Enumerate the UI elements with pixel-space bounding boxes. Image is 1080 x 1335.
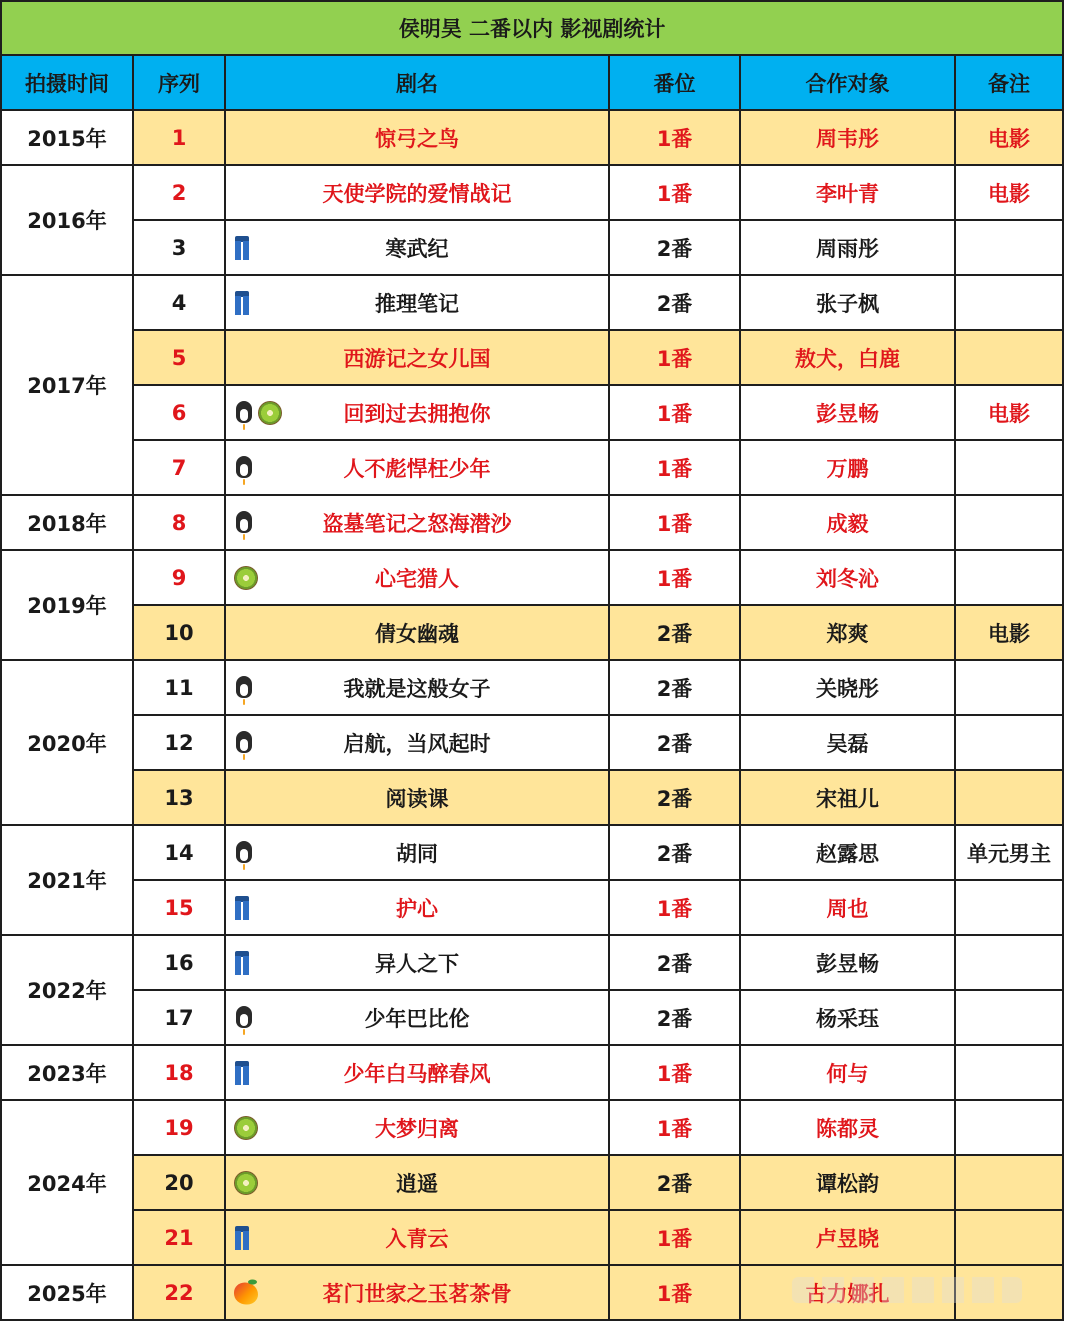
table-row: [1, 825, 1063, 880]
table-title: 侯明昊 二番以内 影视剧统计: [1, 1, 1063, 55]
seq-cell: 10: [133, 605, 225, 660]
title-cell: [225, 1045, 609, 1100]
partner-cell: 关晓彤: [740, 660, 955, 715]
platform-icons: [234, 236, 250, 260]
seq-cell: 7: [133, 440, 225, 495]
note-cell: [955, 495, 1063, 550]
title-cell-content: [226, 881, 608, 934]
header-partner: 合作对象: [740, 55, 955, 110]
jeans-icon: [234, 236, 250, 260]
year-cell: 2020年: [1, 660, 133, 825]
title-cell-content: [226, 496, 608, 549]
seq-cell: 22: [133, 1265, 225, 1320]
partner-cell: 周雨彤: [740, 220, 955, 275]
title-cell-content: [226, 111, 608, 164]
drama-title: 启航，当风起时: [343, 731, 491, 756]
partner-cell: 万鹏: [740, 440, 955, 495]
title-cell-content: [226, 606, 608, 659]
note-cell: [955, 770, 1063, 825]
title-cell-content: [226, 936, 608, 989]
table-row: [1, 165, 1063, 220]
platform-icons: [234, 1281, 258, 1304]
rank-cell: 1番: [609, 495, 740, 550]
partner-cell: 杨采珏: [740, 990, 955, 1045]
kiwi-icon: [234, 1116, 258, 1140]
drama-title: 回到过去拥抱你: [343, 401, 491, 426]
year-cell: 2018年: [1, 495, 133, 550]
title-cell-content: [226, 771, 608, 824]
title-cell-content: [226, 1211, 608, 1264]
year-cell: 2019年: [1, 550, 133, 660]
title-cell-content: [226, 1156, 608, 1209]
title-cell: [225, 275, 609, 330]
jeans-icon: [234, 291, 250, 315]
title-cell-content: [226, 826, 608, 879]
note-cell: [955, 440, 1063, 495]
table-row: [1, 1155, 1063, 1210]
rank-cell: 2番: [609, 660, 740, 715]
drama-title: 茗门世家之玉茗茶骨: [322, 1281, 512, 1306]
jeans-icon: [234, 896, 250, 920]
drama-title: 护心: [396, 896, 438, 921]
rank-cell: 1番: [609, 385, 740, 440]
partner-cell: 吴磊: [740, 715, 955, 770]
title-row: [1, 1, 1063, 55]
rank-cell: 1番: [609, 330, 740, 385]
penguin-icon: [234, 676, 254, 700]
penguin-icon: [234, 1006, 254, 1030]
note-cell: 电影: [955, 165, 1063, 220]
title-cell-content: [226, 991, 608, 1044]
penguin-icon: [234, 456, 254, 480]
rank-cell: 1番: [609, 1045, 740, 1100]
drama-title: 寒武纪: [385, 236, 449, 261]
platform-icons: [234, 1226, 250, 1250]
kiwi-icon: [234, 1171, 258, 1195]
header-row: [1, 55, 1063, 110]
title-cell-content: [226, 221, 608, 274]
note-cell: [955, 990, 1063, 1045]
drama-title: 惊弓之鸟: [375, 126, 459, 151]
partner-cell: 敖犬，白鹿: [740, 330, 955, 385]
note-cell: [955, 275, 1063, 330]
partner-cell: 古力娜扎: [740, 1265, 955, 1320]
table-row: [1, 770, 1063, 825]
penguin-icon: [234, 401, 254, 425]
note-cell: [955, 1045, 1063, 1100]
partner-cell: 刘冬沁: [740, 550, 955, 605]
table-row: [1, 880, 1063, 935]
drama-title: 心宅猎人: [375, 566, 459, 591]
seq-cell: 15: [133, 880, 225, 935]
seq-cell: 13: [133, 770, 225, 825]
partner-cell: 陈都灵: [740, 1100, 955, 1155]
title-cell: [225, 220, 609, 275]
jeans-icon: [234, 951, 250, 975]
note-cell: 电影: [955, 110, 1063, 165]
title-cell-content: [226, 1266, 608, 1319]
title-cell: [225, 990, 609, 1045]
drama-title: 推理笔记: [375, 291, 459, 316]
drama-title: 少年白马醉春风: [343, 1061, 491, 1086]
drama-title: 入青云: [385, 1226, 449, 1251]
header-note: 备注: [955, 55, 1063, 110]
note-cell: [955, 1210, 1063, 1265]
note-cell: 单元男主: [955, 825, 1063, 880]
partner-cell: 卢昱晓: [740, 1210, 955, 1265]
partner-cell: 成毅: [740, 495, 955, 550]
platform-icons: [234, 566, 258, 590]
title-cell-content: [226, 276, 608, 329]
drama-title: 人不彪悍枉少年: [343, 456, 491, 481]
seq-cell: 11: [133, 660, 225, 715]
drama-title: 异人之下: [375, 951, 459, 976]
drama-title: 阅读课: [385, 786, 449, 811]
title-cell-content: [226, 551, 608, 604]
note-cell: [955, 660, 1063, 715]
partner-cell: 郑爽: [740, 605, 955, 660]
year-cell: 2024年: [1, 1100, 133, 1265]
seq-cell: 14: [133, 825, 225, 880]
title-cell-content: [226, 1046, 608, 1099]
seq-cell: 16: [133, 935, 225, 990]
title-cell-content: [226, 331, 608, 384]
partner-cell: 李叶青: [740, 165, 955, 220]
table-row: [1, 495, 1063, 550]
title-cell: [225, 385, 609, 440]
partner-cell: 彭昱畅: [740, 935, 955, 990]
rank-cell: 2番: [609, 275, 740, 330]
rank-cell: 1番: [609, 1265, 740, 1320]
table-row: [1, 550, 1063, 605]
table-row: [1, 990, 1063, 1045]
note-cell: [955, 935, 1063, 990]
title-cell-content: [226, 166, 608, 219]
header-name: 剧名: [225, 55, 609, 110]
note-cell: [955, 220, 1063, 275]
title-cell: [225, 165, 609, 220]
title-cell: [225, 715, 609, 770]
platform-icons: [234, 951, 250, 975]
title-cell: [225, 660, 609, 715]
rank-cell: 2番: [609, 605, 740, 660]
table-row: [1, 1045, 1063, 1100]
seq-cell: 4: [133, 275, 225, 330]
platform-icons: [234, 676, 254, 700]
penguin-icon: [234, 511, 254, 535]
platform-icons: [234, 1061, 250, 1085]
note-cell: [955, 330, 1063, 385]
title-cell: [225, 330, 609, 385]
title-cell-content: [226, 716, 608, 769]
title-cell: [225, 770, 609, 825]
platform-icons: [234, 401, 282, 425]
year-cell: 2025年: [1, 1265, 133, 1320]
title-cell: [225, 880, 609, 935]
header-seq: 序列: [133, 55, 225, 110]
table-row: [1, 605, 1063, 660]
rank-cell: 1番: [609, 165, 740, 220]
note-cell: [955, 1155, 1063, 1210]
table-row: [1, 1210, 1063, 1265]
title-cell-content: [226, 661, 608, 714]
jeans-icon: [234, 1226, 250, 1250]
jeans-icon: [234, 1061, 250, 1085]
seq-cell: 5: [133, 330, 225, 385]
title-cell: [225, 495, 609, 550]
table-row: [1, 110, 1063, 165]
drama-title: 逍遥: [396, 1171, 438, 1196]
title-cell: [225, 825, 609, 880]
table-row: [1, 220, 1063, 275]
drama-title: 胡同: [396, 841, 438, 866]
seq-cell: 19: [133, 1100, 225, 1155]
platform-icons: [234, 1116, 258, 1140]
partner-cell: 宋祖儿: [740, 770, 955, 825]
kiwi-icon: [234, 566, 258, 590]
title-cell: [225, 1155, 609, 1210]
table-row: [1, 275, 1063, 330]
seq-cell: 6: [133, 385, 225, 440]
seq-cell: 3: [133, 220, 225, 275]
table-row: [1, 440, 1063, 495]
rank-cell: 2番: [609, 990, 740, 1045]
title-cell: [225, 1100, 609, 1155]
note-cell: [955, 550, 1063, 605]
platform-icons: [234, 511, 254, 535]
title-cell-content: [226, 386, 608, 439]
title-cell: [225, 1210, 609, 1265]
seq-cell: 17: [133, 990, 225, 1045]
platform-icons: [234, 841, 254, 865]
table-row: [1, 385, 1063, 440]
platform-icons: [234, 1171, 258, 1195]
rank-cell: 1番: [609, 1100, 740, 1155]
seq-cell: 18: [133, 1045, 225, 1100]
kiwi-icon: [258, 401, 282, 425]
title-cell: [225, 1265, 609, 1320]
partner-cell: 周韦彤: [740, 110, 955, 165]
partner-cell: 赵露思: [740, 825, 955, 880]
rank-cell: 1番: [609, 440, 740, 495]
title-cell: [225, 605, 609, 660]
platform-icons: [234, 896, 250, 920]
penguin-icon: [234, 841, 254, 865]
title-cell-content: [226, 441, 608, 494]
year-cell: 2023年: [1, 1045, 133, 1100]
rank-cell: 2番: [609, 770, 740, 825]
header-year: 拍摄时间: [1, 55, 133, 110]
rank-cell: 2番: [609, 715, 740, 770]
year-cell: 2022年: [1, 935, 133, 1045]
drama-title: 西游记之女儿国: [343, 346, 491, 371]
table-row: [1, 660, 1063, 715]
title-cell: [225, 110, 609, 165]
year-cell: 2015年: [1, 110, 133, 165]
partner-cell: 周也: [740, 880, 955, 935]
note-cell: [955, 1100, 1063, 1155]
table-row: [1, 715, 1063, 770]
rank-cell: 1番: [609, 1210, 740, 1265]
penguin-icon: [234, 731, 254, 755]
drama-title: 少年巴比伦: [364, 1006, 470, 1031]
partner-cell: 彭昱畅: [740, 385, 955, 440]
header-rank: 番位: [609, 55, 740, 110]
rank-cell: 2番: [609, 935, 740, 990]
platform-icons: [234, 731, 254, 755]
note-cell: 电影: [955, 605, 1063, 660]
title-cell: [225, 440, 609, 495]
title-cell: [225, 550, 609, 605]
platform-icons: [234, 1006, 254, 1030]
drama-title: 倩女幽魂: [375, 621, 459, 646]
partner-cell: 何与: [740, 1045, 955, 1100]
rank-cell: 1番: [609, 550, 740, 605]
seq-cell: 8: [133, 495, 225, 550]
note-cell: 电影: [955, 385, 1063, 440]
drama-title: 我就是这般女子: [343, 676, 491, 701]
platform-icons: [234, 291, 250, 315]
mango-icon: [234, 1282, 258, 1304]
note-cell: [955, 880, 1063, 935]
table-row: [1, 935, 1063, 990]
seq-cell: 12: [133, 715, 225, 770]
drama-title: 盗墓笔记之怒海潜沙: [322, 511, 512, 536]
year-cell: 2016年: [1, 165, 133, 275]
platform-icons: [234, 456, 254, 480]
partner-cell: 谭松韵: [740, 1155, 955, 1210]
rank-cell: 2番: [609, 220, 740, 275]
seq-cell: 20: [133, 1155, 225, 1210]
seq-cell: 21: [133, 1210, 225, 1265]
seq-cell: 2: [133, 165, 225, 220]
partner-cell: 张子枫: [740, 275, 955, 330]
table-row: [1, 330, 1063, 385]
title-cell: [225, 935, 609, 990]
rank-cell: 2番: [609, 825, 740, 880]
year-cell: 2017年: [1, 275, 133, 495]
drama-title: 大梦归离: [375, 1116, 459, 1141]
rank-cell: 1番: [609, 880, 740, 935]
title-cell-content: [226, 1101, 608, 1154]
drama-title: 天使学院的爱情战记: [322, 181, 512, 206]
note-cell: [955, 715, 1063, 770]
seq-cell: 1: [133, 110, 225, 165]
watermark: [792, 1277, 1022, 1303]
rank-cell: 2番: [609, 1155, 740, 1210]
seq-cell: 9: [133, 550, 225, 605]
table-row: [1, 1100, 1063, 1155]
rank-cell: 1番: [609, 110, 740, 165]
year-cell: 2021年: [1, 825, 133, 935]
